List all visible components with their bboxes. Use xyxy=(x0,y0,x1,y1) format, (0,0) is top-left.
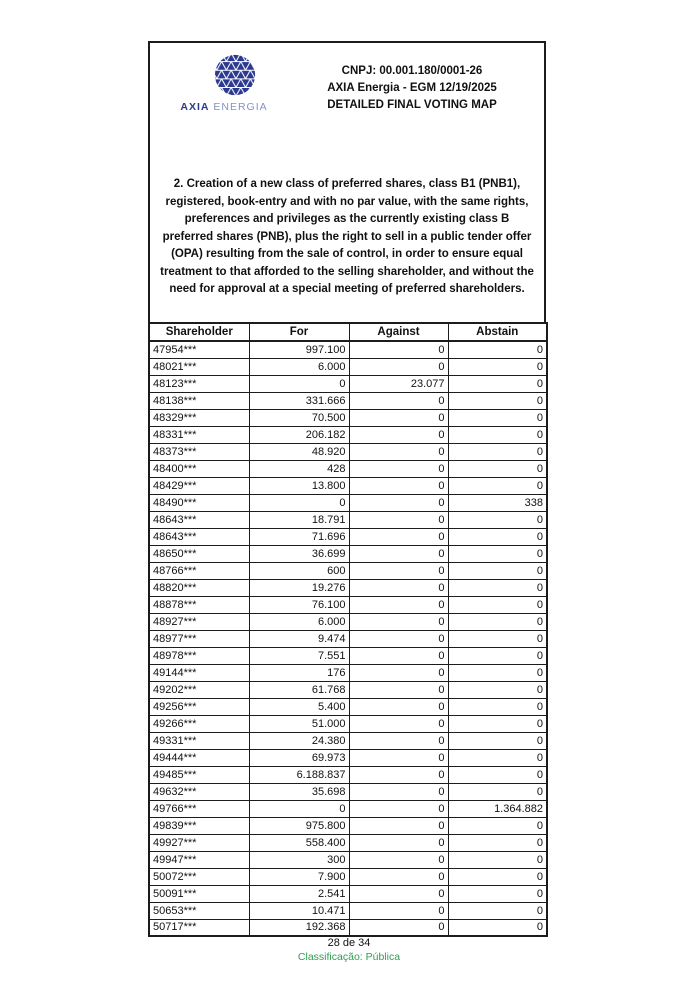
vote-count-cell: 48.920 xyxy=(249,443,349,460)
vote-count-cell: 0 xyxy=(448,919,547,936)
table-row xyxy=(149,562,547,579)
table-row xyxy=(149,766,547,783)
shareholder-cell: 50072*** xyxy=(149,868,249,885)
shareholder-cell: 49256*** xyxy=(149,698,249,715)
shareholder-cell: 48977*** xyxy=(149,630,249,647)
voting-table-header xyxy=(149,323,547,341)
table-row xyxy=(149,579,547,596)
shareholder-cell: 49266*** xyxy=(149,715,249,732)
vote-count-cell: 0 xyxy=(249,375,349,392)
table-row xyxy=(149,851,547,868)
table-row xyxy=(149,647,547,664)
vote-count-cell: 0 xyxy=(349,664,448,681)
vote-count-cell: 176 xyxy=(249,664,349,681)
vote-count-cell: 0 xyxy=(448,766,547,783)
vote-count-cell: 69.973 xyxy=(249,749,349,766)
vote-count-cell: 0 xyxy=(448,630,547,647)
column-header-abstain: Abstain xyxy=(448,323,547,341)
shareholder-cell: 48820*** xyxy=(149,579,249,596)
table-row xyxy=(149,596,547,613)
table-row xyxy=(149,749,547,766)
vote-count-cell: 0 xyxy=(349,834,448,851)
vote-count-cell: 0 xyxy=(349,562,448,579)
column-header-shareholder: Shareholder xyxy=(149,323,249,341)
axia-logo xyxy=(160,53,288,113)
vote-count-cell: 5.400 xyxy=(249,698,349,715)
vote-count-cell: 0 xyxy=(448,443,547,460)
table-row xyxy=(149,868,547,885)
table-row xyxy=(149,630,547,647)
vote-count-cell: 6.188.837 xyxy=(249,766,349,783)
vote-count-cell: 0 xyxy=(448,749,547,766)
axia-sphere-logo-icon xyxy=(212,53,258,99)
vote-count-cell: 0 xyxy=(448,460,547,477)
vote-count-cell: 23.077 xyxy=(349,375,448,392)
table-row xyxy=(149,426,547,443)
column-header-against: Against xyxy=(349,323,448,341)
shareholder-cell: 49839*** xyxy=(149,817,249,834)
table-row xyxy=(149,817,547,834)
table-row xyxy=(149,545,547,562)
table-row xyxy=(149,341,547,358)
vote-count-cell: 0 xyxy=(349,732,448,749)
table-row xyxy=(149,460,547,477)
vote-count-cell: 0 xyxy=(349,800,448,817)
vote-count-cell: 0 xyxy=(448,664,547,681)
cnpj-line: CNPJ: 00.001.180/0001-26 xyxy=(341,65,483,77)
vote-count-cell: 0 xyxy=(349,698,448,715)
vote-count-cell: 338 xyxy=(448,494,547,511)
vote-count-cell: 0 xyxy=(349,426,448,443)
logo-text-energia: ENERGIA xyxy=(213,101,268,113)
header-text-block xyxy=(288,63,544,114)
vote-count-cell: 0 xyxy=(448,902,547,919)
vote-count-cell: 0 xyxy=(448,783,547,800)
vote-count-cell: 0 xyxy=(448,647,547,664)
vote-count-cell: 0 xyxy=(448,834,547,851)
vote-count-cell: 0 xyxy=(448,732,547,749)
vote-count-cell: 0 xyxy=(249,494,349,511)
vote-count-cell: 300 xyxy=(249,851,349,868)
vote-count-cell: 0 xyxy=(448,596,547,613)
vote-count-cell: 206.182 xyxy=(249,426,349,443)
vote-count-cell: 70.500 xyxy=(249,409,349,426)
vote-count-cell: 0 xyxy=(448,562,547,579)
vote-count-cell: 0 xyxy=(349,443,448,460)
vote-count-cell: 0 xyxy=(448,477,547,494)
vote-count-cell: 0 xyxy=(249,800,349,817)
vote-count-cell: 6.000 xyxy=(249,358,349,375)
shareholder-cell: 48643*** xyxy=(149,511,249,528)
vote-count-cell: 0 xyxy=(448,358,547,375)
shareholder-cell: 50091*** xyxy=(149,885,249,902)
proposal-text: 2. Creation of a new class of preferred shares, class B1 (PNB1), registered, book-entry and with no par value, with the same rights, preferences and privileges as the currently existing class B preferred shares (PNB), plus the right to sell in a public tender offer (OPA) resulting from the sale of control, in order to ensure equal treatment to that afforded to the selling shareholder, and without the need for approval at a special meeting of preferred shareholders. xyxy=(160,178,534,295)
table-row xyxy=(149,783,547,800)
table-row xyxy=(149,511,547,528)
vote-count-cell: 0 xyxy=(349,494,448,511)
vote-count-cell: 0 xyxy=(448,511,547,528)
vote-count-cell: 0 xyxy=(349,851,448,868)
table-row xyxy=(149,392,547,409)
vote-count-cell: 1.364.882 xyxy=(448,800,547,817)
vote-count-cell: 0 xyxy=(349,596,448,613)
vote-count-cell: 0 xyxy=(448,885,547,902)
shareholder-cell: 48766*** xyxy=(149,562,249,579)
vote-count-cell: 7.900 xyxy=(249,868,349,885)
shareholder-cell: 50653*** xyxy=(149,902,249,919)
shareholder-cell: 48650*** xyxy=(149,545,249,562)
shareholder-cell: 48429*** xyxy=(149,477,249,494)
vote-count-cell: 0 xyxy=(349,341,448,358)
vote-count-cell: 975.800 xyxy=(249,817,349,834)
vote-count-cell: 0 xyxy=(349,409,448,426)
vote-count-cell: 997.100 xyxy=(249,341,349,358)
vote-count-cell: 0 xyxy=(349,681,448,698)
shareholder-cell: 49444*** xyxy=(149,749,249,766)
vote-count-cell: 0 xyxy=(349,358,448,375)
vote-count-cell: 558.400 xyxy=(249,834,349,851)
logo-text-axia: AXIA xyxy=(180,101,210,113)
shareholder-cell: 49927*** xyxy=(149,834,249,851)
vote-count-cell: 0 xyxy=(349,528,448,545)
vote-count-cell: 192.368 xyxy=(249,919,349,936)
vote-count-cell: 0 xyxy=(448,698,547,715)
vote-count-cell: 2.541 xyxy=(249,885,349,902)
shareholder-cell: 48373*** xyxy=(149,443,249,460)
vote-count-cell: 7.551 xyxy=(249,647,349,664)
vote-count-cell: 0 xyxy=(349,545,448,562)
vote-count-cell: 0 xyxy=(349,460,448,477)
shareholder-cell: 49766*** xyxy=(149,800,249,817)
vote-count-cell: 0 xyxy=(349,511,448,528)
vote-count-cell: 18.791 xyxy=(249,511,349,528)
shareholder-cell: 48400*** xyxy=(149,460,249,477)
vote-count-cell: 0 xyxy=(349,613,448,630)
logo-wordmark xyxy=(180,101,267,113)
vote-count-cell: 0 xyxy=(448,579,547,596)
vote-count-cell: 0 xyxy=(349,392,448,409)
vote-count-cell: 600 xyxy=(249,562,349,579)
vote-count-cell: 19.276 xyxy=(249,579,349,596)
vote-count-cell: 61.768 xyxy=(249,681,349,698)
vote-count-cell: 76.100 xyxy=(249,596,349,613)
shareholder-cell: 49947*** xyxy=(149,851,249,868)
vote-count-cell: 0 xyxy=(349,817,448,834)
vote-count-cell: 51.000 xyxy=(249,715,349,732)
shareholder-cell: 48021*** xyxy=(149,358,249,375)
header-proposal-box xyxy=(148,41,546,322)
vote-count-cell: 35.698 xyxy=(249,783,349,800)
vote-count-cell: 0 xyxy=(448,409,547,426)
vote-count-cell: 36.699 xyxy=(249,545,349,562)
table-row xyxy=(149,443,547,460)
vote-count-cell: 0 xyxy=(349,477,448,494)
table-row xyxy=(149,698,547,715)
shareholder-cell: 48123*** xyxy=(149,375,249,392)
shareholder-cell: 47954*** xyxy=(149,341,249,358)
table-row xyxy=(149,902,547,919)
vote-count-cell: 0 xyxy=(448,681,547,698)
table-row xyxy=(149,409,547,426)
vote-count-cell: 0 xyxy=(349,647,448,664)
vote-count-cell: 0 xyxy=(448,392,547,409)
vote-count-cell: 0 xyxy=(349,749,448,766)
vote-count-cell: 428 xyxy=(249,460,349,477)
column-header-for: For xyxy=(249,323,349,341)
shareholder-cell: 48490*** xyxy=(149,494,249,511)
shareholder-cell: 48331*** xyxy=(149,426,249,443)
table-row xyxy=(149,681,547,698)
classification-label: Classificação: Pública xyxy=(297,951,401,963)
table-row xyxy=(149,834,547,851)
table-row xyxy=(149,800,547,817)
shareholder-cell: 48927*** xyxy=(149,613,249,630)
vote-count-cell: 24.380 xyxy=(249,732,349,749)
shareholder-cell: 48978*** xyxy=(149,647,249,664)
table-row xyxy=(149,494,547,511)
shareholder-cell: 49632*** xyxy=(149,783,249,800)
vote-count-cell: 0 xyxy=(448,341,547,358)
vote-count-cell: 0 xyxy=(349,715,448,732)
vote-count-cell: 0 xyxy=(349,579,448,596)
vote-count-cell: 0 xyxy=(349,630,448,647)
vote-count-cell: 0 xyxy=(448,868,547,885)
vote-count-cell: 0 xyxy=(349,783,448,800)
shareholder-cell: 49331*** xyxy=(149,732,249,749)
vote-count-cell: 9.474 xyxy=(249,630,349,647)
vote-count-cell: 0 xyxy=(349,919,448,936)
page-number: 28 de 34 xyxy=(327,937,371,949)
shareholder-cell: 49202*** xyxy=(149,681,249,698)
vote-count-cell: 0 xyxy=(448,528,547,545)
vote-count-cell: 0 xyxy=(448,375,547,392)
table-row xyxy=(149,732,547,749)
table-row xyxy=(149,613,547,630)
vote-count-cell: 0 xyxy=(448,426,547,443)
shareholder-cell: 48329*** xyxy=(149,409,249,426)
vote-count-cell: 6.000 xyxy=(249,613,349,630)
document-title: DETAILED FINAL VOTING MAP xyxy=(327,99,497,111)
vote-count-cell: 0 xyxy=(448,851,547,868)
table-row xyxy=(149,664,547,681)
vote-count-cell: 0 xyxy=(448,613,547,630)
vote-count-cell: 0 xyxy=(448,545,547,562)
table-row xyxy=(149,885,547,902)
shareholder-cell: 49144*** xyxy=(149,664,249,681)
table-row xyxy=(149,477,547,494)
vote-count-cell: 71.696 xyxy=(249,528,349,545)
table-row xyxy=(149,715,547,732)
vote-count-cell: 0 xyxy=(349,868,448,885)
shareholder-cell: 49485*** xyxy=(149,766,249,783)
table-row xyxy=(149,528,547,545)
shareholder-cell: 48878*** xyxy=(149,596,249,613)
vote-count-cell: 10.471 xyxy=(249,902,349,919)
vote-count-cell: 0 xyxy=(448,817,547,834)
table-row xyxy=(149,375,547,392)
vote-count-cell: 0 xyxy=(349,902,448,919)
table-row xyxy=(149,358,547,375)
vote-count-cell: 0 xyxy=(448,715,547,732)
shareholder-cell: 48138*** xyxy=(149,392,249,409)
vote-count-cell: 0 xyxy=(349,766,448,783)
shareholder-cell: 50717*** xyxy=(149,919,249,936)
vote-count-cell: 331.666 xyxy=(249,392,349,409)
voting-table xyxy=(148,322,548,937)
page-footer xyxy=(0,937,698,963)
document-header xyxy=(150,43,544,114)
header-row xyxy=(149,323,547,341)
voting-table-body xyxy=(149,341,547,936)
vote-count-cell: 0 xyxy=(349,885,448,902)
table-row xyxy=(149,919,547,936)
shareholder-cell: 48643*** xyxy=(149,528,249,545)
meeting-line: AXIA Energia - EGM 12/19/2025 xyxy=(327,82,497,94)
vote-count-cell: 13.800 xyxy=(249,477,349,494)
